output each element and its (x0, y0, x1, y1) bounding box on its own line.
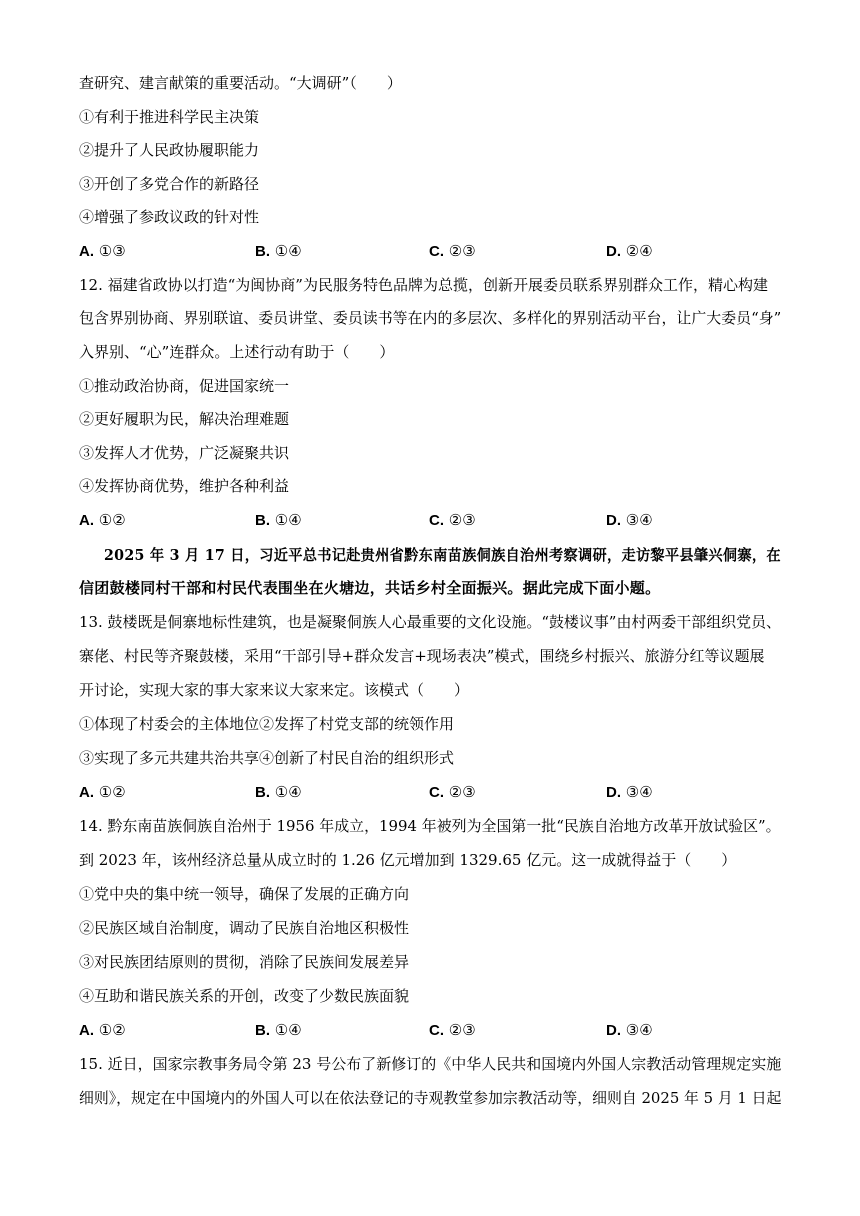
material-paragraph-line-2: 信团鼓楼同村干部和村民代表围坐在火塘边，共话乡村全面振兴。据此完成下面小题。 (79, 579, 661, 597)
q12-statement-3: ③发挥人才优势，广泛凝聚共识 (79, 444, 290, 462)
q11-option-a: A. ①③ (79, 242, 126, 260)
q11-stem-line: 查研究、建言献策的重要活动。“大调研”（ ） (79, 74, 402, 92)
q13-statements-row-1: ①体现了村委会的主体地位②发挥了村党支部的统领作用 (79, 715, 455, 733)
q11-statement-3: ③开创了多党合作的新路径 (79, 175, 260, 193)
q14-stem-line-2: 到 2023 年，该州经济总量从成立时的 1.26 亿元增加到 1329.65 亿元。这一成就得益于（ ） (79, 851, 737, 869)
q14-statement-1: ①党中央的集中统一领导，确保了发展的正确方向 (79, 885, 410, 903)
q13-statements-row-2: ③实现了多元共建共治共享④创新了村民自治的组织形式 (79, 749, 455, 767)
q12-stem-line-3: 入界别、“心”连群众。上述行动有助于（ ） (79, 343, 395, 361)
q15-stem-line-1: 15. 近日，国家宗教事务局令第 23 号公布了新修订的《中华人民共和国境内外国人宗教活动管理规定实施 (79, 1055, 782, 1073)
q13-stem-line-1: 13. 鼓楼既是侗寨地标性建筑，也是凝聚侗族人心最重要的文化设施。“鼓楼议事”由村两委干部组织党员、 (79, 613, 781, 631)
q14-option-c: C. ②③ (429, 1021, 476, 1039)
q14-option-a: A. ①② (79, 1021, 126, 1039)
q13-option-a: A. ①② (79, 783, 126, 801)
q12-option-d: D. ③④ (606, 511, 653, 529)
q12-statement-1: ①推动政治协商，促进国家统一 (79, 377, 290, 395)
q12-statement-2: ②更好履职为民，解决治理难题 (79, 410, 290, 428)
q12-statement-4: ④发挥协商优势，维护各种利益 (79, 477, 290, 495)
q13-option-c: C. ②③ (429, 783, 476, 801)
q11-option-b: B. ①④ (255, 242, 302, 260)
q11-option-d: D. ②④ (606, 242, 653, 260)
q12-option-a: A. ①② (79, 511, 126, 529)
q11-option-c: C. ②③ (429, 242, 476, 260)
q13-stem-line-3: 开讨论，实现大家的事大家来议大家来定。该模式（ ） (79, 681, 470, 699)
q12-stem-line-1: 12. 福建省政协以打造“为闽协商”为民服务特色品牌为总揽，创新开展委员联系界别群众工作，精心构建 (79, 276, 768, 294)
q11-statement-2: ②提升了人民政协履职能力 (79, 141, 260, 159)
q13-stem-line-2: 寨佬、村民等齐聚鼓楼，采用“干部引导+群众发言+现场表决”模式，围绕乡村振兴、旅游分红等议题展 (79, 647, 765, 665)
q13-option-b: B. ①④ (255, 783, 302, 801)
q14-statement-4: ④互助和谐民族关系的开创，改变了少数民族面貌 (79, 987, 410, 1005)
q14-statement-2: ②民族区域自治制度，调动了民族自治地区积极性 (79, 919, 410, 937)
q12-option-c: C. ②③ (429, 511, 476, 529)
q13-option-d: D. ③④ (606, 783, 653, 801)
q11-statement-4: ④增强了参政议政的针对性 (79, 208, 260, 226)
q14-option-b: B. ①④ (255, 1021, 302, 1039)
q14-stem-line-1: 14. 黔东南苗族侗族自治州于 1956 年成立，1994 年被列为全国第一批“民族自治地方改革开放试验区”。 (79, 817, 781, 835)
q11-statement-1: ①有利于推进科学民主决策 (79, 108, 260, 126)
q12-option-b: B. ①④ (255, 511, 302, 529)
material-paragraph-line-1: 2025 年 3 月 17 日，习近平总书记赴贵州省黔东南苗族侗族自治州考察调研，走访黎平县肇兴侗寨，在 (104, 546, 781, 564)
q14-option-d: D. ③④ (606, 1021, 653, 1039)
q15-stem-line-2: 细则》，规定在中国境内的外国人可以在依法登记的寺观教堂参加宗教活动等，细则自 2025 年 5 月 1 日起 (79, 1089, 782, 1107)
q14-statement-3: ③对民族团结原则的贯彻，消除了民族间发展差异 (79, 953, 410, 971)
q12-stem-line-2: 包含界别协商、界别联谊、委员讲堂、委员读书等在内的多层次、多样化的界别活动平台，让广大委员“身” (79, 309, 782, 327)
